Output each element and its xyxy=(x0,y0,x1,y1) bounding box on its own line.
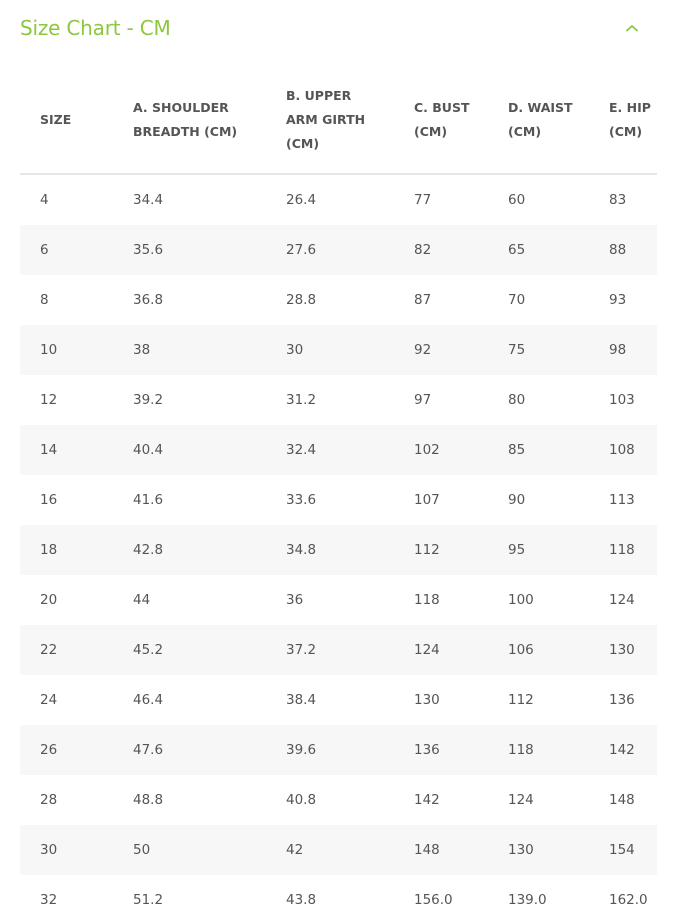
cell-bust: 148 xyxy=(414,842,440,858)
cell-hip: 108 xyxy=(609,442,635,458)
cell-shoulder-breadth: 47.6 xyxy=(133,742,164,758)
cell-waist: 100 xyxy=(508,592,534,608)
table-row xyxy=(20,675,657,725)
header-label-line: SIZE xyxy=(40,111,72,127)
cell-shoulder-breadth: 46.4 xyxy=(133,692,164,708)
cell-bust: 77 xyxy=(414,192,432,208)
table-row xyxy=(20,625,657,675)
cell-upper-arm-girth: 32.4 xyxy=(286,442,317,458)
table-row xyxy=(20,475,657,525)
cell-bust: 136 xyxy=(414,742,440,758)
cell-size: 10 xyxy=(40,342,58,358)
cell-upper-arm-girth: 27.6 xyxy=(286,242,317,258)
cell-hip: 118 xyxy=(609,542,635,558)
cell-shoulder-breadth: 42.8 xyxy=(133,542,164,558)
cell-upper-arm-girth: 38.4 xyxy=(286,692,317,708)
header-bust xyxy=(394,66,488,174)
header-label-line: D. WAIST xyxy=(508,99,573,115)
header-label-line: BREADTH (CM) xyxy=(133,123,238,139)
size-chart-table xyxy=(20,66,657,923)
table-row xyxy=(20,425,657,475)
cell-upper-arm-girth: 30 xyxy=(286,342,304,358)
cell-shoulder-breadth: 48.8 xyxy=(133,792,164,808)
table-header-row xyxy=(20,66,657,174)
header-label-line: (CM) xyxy=(609,123,643,139)
cell-size: 16 xyxy=(40,492,58,508)
cell-upper-arm-girth: 42 xyxy=(286,842,304,858)
table-row xyxy=(20,825,657,875)
table-row xyxy=(20,875,657,923)
cell-upper-arm-girth: 40.8 xyxy=(286,792,317,808)
table-row xyxy=(20,275,657,325)
cell-size: 20 xyxy=(40,592,58,608)
cell-shoulder-breadth: 51.2 xyxy=(133,892,164,908)
cell-hip: 124 xyxy=(609,592,635,608)
cell-upper-arm-girth: 33.6 xyxy=(286,492,317,508)
header-hip xyxy=(589,66,657,174)
cell-hip: 83 xyxy=(609,192,627,208)
cell-hip: 93 xyxy=(609,292,627,308)
cell-upper-arm-girth: 36 xyxy=(286,592,304,608)
cell-hip: 98 xyxy=(609,342,627,358)
cell-size: 18 xyxy=(40,542,58,558)
header-size xyxy=(20,66,113,174)
cell-bust: 130 xyxy=(414,692,440,708)
cell-size: 22 xyxy=(40,642,58,658)
cell-shoulder-breadth: 41.6 xyxy=(133,492,164,508)
cell-size: 32 xyxy=(40,892,58,908)
cell-waist: 85 xyxy=(508,442,526,458)
size-chart-title: Size Chart - CM xyxy=(20,16,171,40)
header-label-line: (CM) xyxy=(286,135,320,151)
cell-hip: 154 xyxy=(609,842,635,858)
cell-waist: 106 xyxy=(508,642,534,658)
cell-waist: 130 xyxy=(508,842,534,858)
cell-shoulder-breadth: 50 xyxy=(133,842,151,858)
cell-bust: 82 xyxy=(414,242,432,258)
cell-hip: 162.0 xyxy=(609,892,648,908)
header-label-line: (CM) xyxy=(508,123,542,139)
cell-size: 12 xyxy=(40,392,58,408)
cell-upper-arm-girth: 39.6 xyxy=(286,742,317,758)
header-label-line: C. BUST xyxy=(414,99,470,115)
table-body xyxy=(20,174,657,923)
cell-upper-arm-girth: 43.8 xyxy=(286,892,317,908)
cell-bust: 118 xyxy=(414,592,440,608)
cell-upper-arm-girth: 26.4 xyxy=(286,192,317,208)
cell-size: 28 xyxy=(40,792,58,808)
cell-waist: 95 xyxy=(508,542,526,558)
cell-shoulder-breadth: 40.4 xyxy=(133,442,164,458)
cell-shoulder-breadth: 39.2 xyxy=(133,392,164,408)
cell-size: 4 xyxy=(40,192,49,208)
chevron-up-icon[interactable] xyxy=(620,16,644,40)
header-label-line: E. HIP xyxy=(609,99,651,115)
cell-bust: 102 xyxy=(414,442,440,458)
cell-upper-arm-girth: 28.8 xyxy=(286,292,317,308)
cell-bust: 124 xyxy=(414,642,440,658)
cell-bust: 156.0 xyxy=(414,892,453,908)
cell-shoulder-breadth: 34.4 xyxy=(133,192,164,208)
cell-size: 30 xyxy=(40,842,58,858)
cell-waist: 139.0 xyxy=(508,892,547,908)
cell-shoulder-breadth: 36.8 xyxy=(133,292,164,308)
header-label-line: ARM GIRTH xyxy=(286,111,366,127)
cell-waist: 75 xyxy=(508,342,526,358)
header-label-line: A. SHOULDER xyxy=(133,99,229,115)
cell-hip: 142 xyxy=(609,742,635,758)
cell-bust: 107 xyxy=(414,492,440,508)
table-row xyxy=(20,525,657,575)
cell-size: 6 xyxy=(40,242,49,258)
cell-hip: 130 xyxy=(609,642,635,658)
cell-waist: 112 xyxy=(508,692,534,708)
cell-waist: 70 xyxy=(508,292,526,308)
cell-waist: 118 xyxy=(508,742,534,758)
cell-hip: 148 xyxy=(609,792,635,808)
table-row xyxy=(20,775,657,825)
table-row xyxy=(20,375,657,425)
cell-size: 24 xyxy=(40,692,58,708)
cell-shoulder-breadth: 38 xyxy=(133,342,151,358)
header-label-line: B. UPPER xyxy=(286,87,352,103)
cell-bust: 142 xyxy=(414,792,440,808)
cell-shoulder-breadth: 35.6 xyxy=(133,242,164,258)
cell-bust: 92 xyxy=(414,342,432,358)
cell-size: 14 xyxy=(40,442,58,458)
cell-hip: 113 xyxy=(609,492,635,508)
table-row xyxy=(20,725,657,775)
cell-hip: 103 xyxy=(609,392,635,408)
table-row xyxy=(20,225,657,275)
cell-size: 26 xyxy=(40,742,58,758)
cell-hip: 136 xyxy=(609,692,635,708)
cell-waist: 65 xyxy=(508,242,526,258)
cell-waist: 90 xyxy=(508,492,526,508)
header-shoulder-breadth xyxy=(113,66,266,174)
cell-bust: 97 xyxy=(414,392,432,408)
cell-bust: 112 xyxy=(414,542,440,558)
cell-shoulder-breadth: 44 xyxy=(133,592,151,608)
cell-size: 8 xyxy=(40,292,49,308)
cell-bust: 87 xyxy=(414,292,432,308)
cell-upper-arm-girth: 34.8 xyxy=(286,542,317,558)
cell-upper-arm-girth: 31.2 xyxy=(286,392,317,408)
table-row xyxy=(20,575,657,625)
table-row xyxy=(20,325,657,375)
cell-shoulder-breadth: 45.2 xyxy=(133,642,164,658)
cell-hip: 88 xyxy=(609,242,627,258)
cell-waist: 60 xyxy=(508,192,526,208)
header-label-line: (CM) xyxy=(414,123,448,139)
size-chart-accordion-header[interactable] xyxy=(20,0,666,56)
cell-upper-arm-girth: 37.2 xyxy=(286,642,317,658)
header-waist xyxy=(488,66,589,174)
size-chart-table-container xyxy=(20,66,657,923)
cell-waist: 124 xyxy=(508,792,534,808)
header-upper-arm-girth xyxy=(266,66,394,174)
cell-waist: 80 xyxy=(508,392,526,408)
table-row xyxy=(20,174,657,225)
